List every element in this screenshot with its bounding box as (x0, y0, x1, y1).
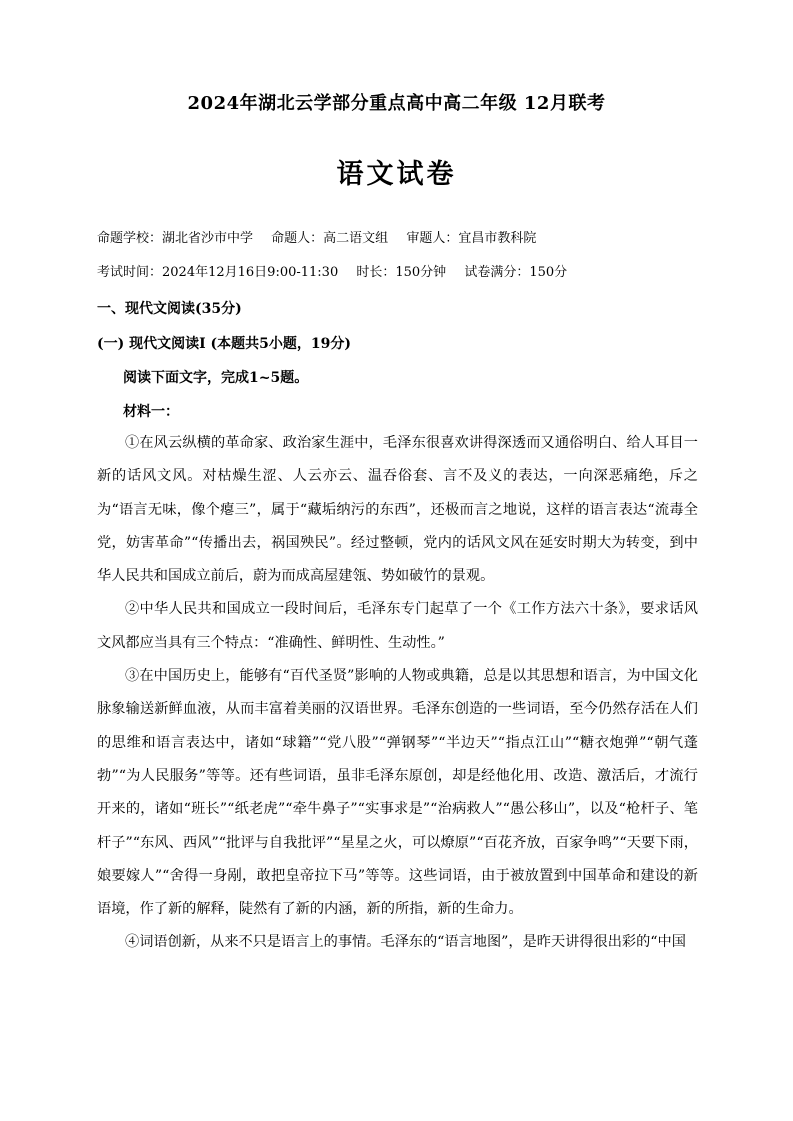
paragraph-4: ④词语创新，从来不只是语言上的事情。毛泽东的“语言地图”，是昨天讲得很出彩的“中国 (125, 934, 686, 951)
reading-instruction: 阅读下面文字，完成1~5题。 (123, 370, 309, 386)
paragraph-1: ①在风云纵横的革命家、政治家生涯中，毛泽东很喜欢讲得深透而又通俗明白、给人耳目一新的话风文风。对枯燥生涩、人云亦云、温吞俗套、言不及义的表达，一向深恶痛绝，斥之为“语言无味，像个瘪三”，属于“藏垢纳污的东西”，还极而言之地说，这样的语言表达“流毒全党，妨害革命”“传播出去，祸国殃民”。经过整顿，党内的话风文风在延安时期大为转变，到中华人民共和国成立前后，蔚为而成高屋建瓴、势如破竹的景观。 (97, 435, 698, 585)
material-label: 材料一： (123, 404, 179, 420)
exam-info-line-2 (97, 265, 581, 281)
paragraph-3: ③在中国历史上，能够有“百代圣贤”影响的人物或典籍，总是以其思想和语言，为中国文化脉象输送新鲜血液，从而丰富着美丽的汉语世界。毛泽东创造的一些词语，至今仍然存活在人们的思维和语言表达中，诸如“球籍”“党八股”“弹钢琴”“半边天”“指点江山”“糖衣炮弹”“朝气蓬勃”“为人民服务”等等。还有些词语，虽非毛泽东原创，却是经他化用、改造、激活后，才流行开来的，诸如“班长”“纸老虎”“牵牛鼻子”“实事求是”“治病救人”“愚公移山”，以及“枪杆子、笔杆子”“东风、西风”“批评与自我批评”“星星之火，可以燎原”“百花齐放，百家争鸣”“天要下雨，娘要嫁人”“舍得一身剐，敢把皇帝拉下马”等等。这些词语，由于被放置到中国革命和建设的新语境，作了新的解释，陡然有了新的内涵，新的所指，新的生命力。 (97, 668, 698, 918)
material-body (97, 427, 698, 960)
duration-info: 时长：150分钟 (356, 265, 447, 280)
exam-info-line-1 (97, 231, 550, 247)
setter-info: 命题人：高二语文组 (271, 231, 389, 246)
full-score-info: 试卷满分：150分 (464, 265, 568, 280)
section-heading: 一、现代文阅读(35分) (97, 301, 242, 317)
subject-title: 语文试卷 (336, 159, 457, 190)
reviewer-info: 审题人：宜昌市教科院 (406, 231, 537, 246)
exam-time-info: 考试时间：2024年12月16日9:00-11:30 (97, 265, 339, 280)
subsection-heading: (一) 现代文阅读Ⅰ (本题共5小题，19分) (97, 336, 352, 352)
exam-title: 2024年湖北云学部分重点高中高二年级 12月联考 (187, 93, 606, 114)
paragraph-2: ②中华人民共和国成立一段时间后，毛泽东专门起草了一个《工作方法六十条》，要求话风文风都应当具有三个特点：“准确性、鲜明性、生动性。” (97, 601, 698, 651)
school-info: 命题学校：湖北省沙市中学 (97, 231, 254, 246)
